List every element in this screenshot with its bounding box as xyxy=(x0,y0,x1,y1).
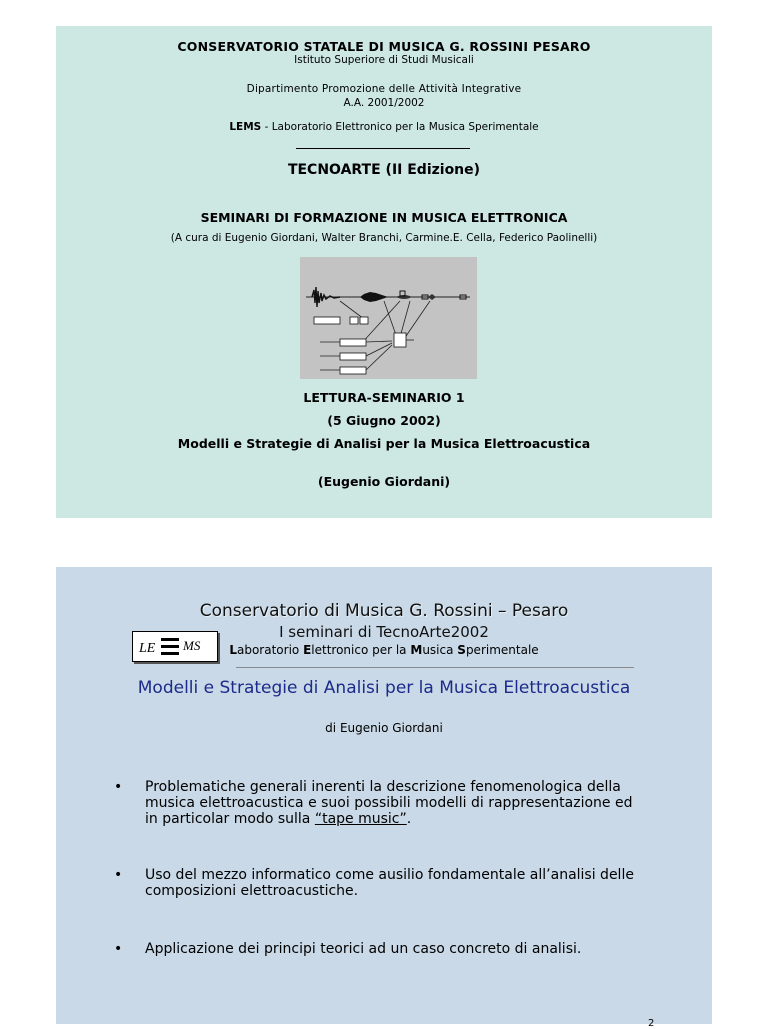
waveform-diagram-svg xyxy=(300,257,477,379)
lettura-seminario-title: LETTURA-SEMINARIO 1 xyxy=(303,390,465,405)
institute-subtitle: Istituto Superiore di Studi Musicali xyxy=(294,54,474,66)
seminari-subtitle: I seminari di TecnoArte2002 xyxy=(279,623,489,641)
laboratorio-line xyxy=(56,643,712,657)
lab-initial-s: S xyxy=(457,643,466,657)
bullet-line: Uso del mezzo informatico come ausilio fondamentale all’analisi delle xyxy=(145,867,634,883)
lems-abbrev: LEMS xyxy=(229,121,262,133)
bullet-line: composizioni elettroacustiche. xyxy=(145,883,359,899)
lab-initial-l: L xyxy=(229,643,237,657)
lems-line xyxy=(56,121,712,133)
bullet-line: Problematiche generali inerenti la descrizione fenomenologica della xyxy=(145,779,621,795)
bullet-marker: • xyxy=(114,941,123,957)
curators-line: (A cura di Eugenio Giordani, Walter Branchi, Carmine.E. Cella, Federico Paolinelli) xyxy=(170,232,598,244)
lab-initial-m: M xyxy=(410,643,423,657)
academic-year: A.A. 2001/2002 xyxy=(343,97,425,109)
tape-music-link[interactable]: “tape music” xyxy=(314,811,407,827)
bullet-line: musica elettroacustica e suoi possibili modelli di rappresentazione ed xyxy=(145,795,633,811)
waveform-diagram-image xyxy=(300,257,477,379)
title-slide xyxy=(56,26,712,518)
bullet-line-end: . xyxy=(406,811,412,827)
lab-text-3: usica xyxy=(422,643,458,657)
lems-description: - Laboratorio Elettronico per la Musica Sperimentale xyxy=(261,121,539,133)
conservatorio-title: Conservatorio di Musica G. Rossini – Pesaro xyxy=(199,601,569,621)
bullet-marker: • xyxy=(114,867,123,883)
seminar-topic: Modelli e Strategie di Analisi per la Musica Elettroacustica xyxy=(177,436,591,451)
department-line: Dipartimento Promozione delle Attività Integrative xyxy=(246,83,522,95)
bullet-line: in particolar modo sulla xyxy=(145,811,315,827)
tecnoarte-title: TECNOARTE (II Edizione) xyxy=(287,162,481,178)
lab-text-1: aboratorio xyxy=(236,643,304,657)
logo-le-text: LE xyxy=(139,641,156,656)
lab-text-4: perimentale xyxy=(465,643,539,657)
content-slide xyxy=(56,567,712,1024)
divider-rule xyxy=(296,148,470,149)
seminar-date: (5 Giugno 2002) xyxy=(327,413,441,428)
lab-text-2: lettronico per la xyxy=(311,643,411,657)
seminar-author: (Eugenio Giordani) xyxy=(317,474,451,489)
bullet-marker: • xyxy=(114,779,123,795)
bullet-text xyxy=(145,779,675,827)
page-number: 2 xyxy=(648,1018,655,1029)
seminari-heading: SEMINARI DI FORMAZIONE IN MUSICA ELETTRONICA xyxy=(200,210,568,225)
logo-ms-text: MS xyxy=(183,638,201,653)
bullet-text xyxy=(145,941,675,957)
institution-title: CONSERVATORIO STATALE DI MUSICA G. ROSSINI PESARO xyxy=(177,39,591,54)
slide-heading: Modelli e Strategie di Analisi per la Musica Elettroacustica xyxy=(137,678,631,698)
bullet-line: Applicazione dei principi teorici ad un caso concreto di analisi. xyxy=(145,941,582,957)
bullet-text xyxy=(145,867,675,899)
header-divider xyxy=(236,667,634,668)
lab-initial-e: E xyxy=(303,643,312,657)
byline: di Eugenio Giordani xyxy=(325,721,443,735)
